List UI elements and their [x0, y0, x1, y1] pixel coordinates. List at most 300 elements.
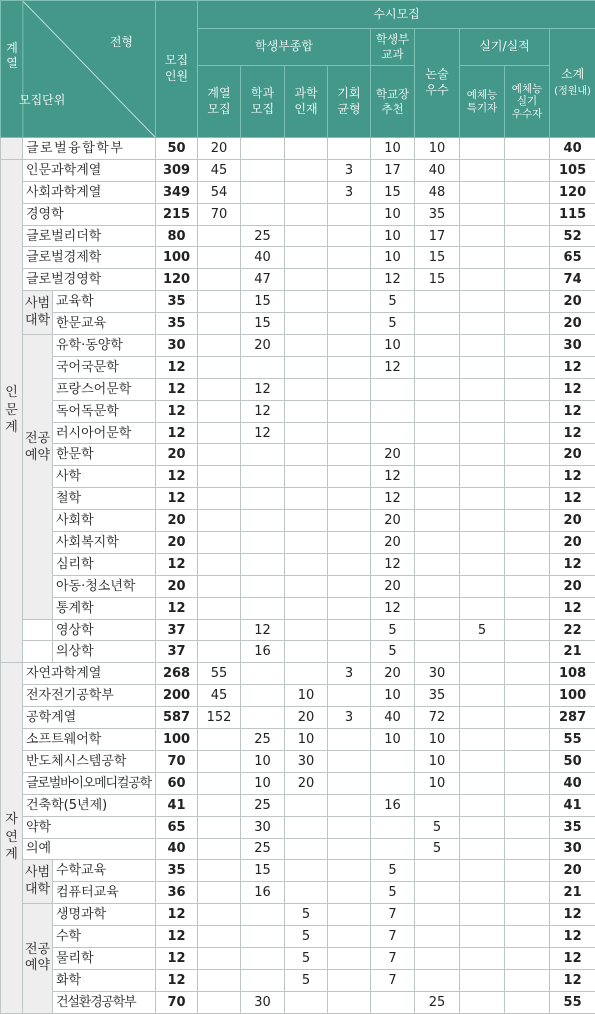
value-cell	[415, 926, 460, 948]
subtotal-cell: 287	[550, 707, 595, 729]
value-cell	[505, 641, 550, 663]
quota-cell: 20	[156, 532, 198, 554]
value-cell: 5	[285, 969, 328, 991]
value-cell: 20	[198, 138, 241, 160]
value-cell: 3	[328, 663, 371, 685]
value-cell	[371, 772, 415, 794]
value-cell: 5	[371, 313, 415, 335]
value-cell: 7	[371, 926, 415, 948]
subtotal-cell: 20	[550, 575, 595, 597]
quota-cell: 35	[156, 313, 198, 335]
value-cell: 152	[198, 707, 241, 729]
value-cell: 3	[328, 181, 371, 203]
value-cell: 20	[285, 707, 328, 729]
value-cell	[460, 444, 505, 466]
value-cell	[505, 247, 550, 269]
value-cell	[328, 750, 371, 772]
group-natural-label: 자연계	[5, 811, 19, 864]
value-cell: 72	[415, 707, 460, 729]
quota-cell: 20	[156, 510, 198, 532]
unit-name: 글로벌바이오메디컬공학	[23, 772, 156, 794]
value-cell	[198, 991, 241, 1013]
value-cell: 40	[415, 159, 460, 181]
value-cell	[460, 510, 505, 532]
unit-name: 한문학	[53, 444, 156, 466]
value-cell	[328, 510, 371, 532]
value-cell	[198, 619, 241, 641]
value-cell	[328, 356, 371, 378]
value-cell	[328, 400, 371, 422]
value-cell	[460, 772, 505, 794]
value-cell	[285, 159, 328, 181]
value-cell	[198, 882, 241, 904]
quota-cell: 12	[156, 422, 198, 444]
value-cell	[198, 313, 241, 335]
subtotal-cell: 52	[550, 225, 595, 247]
quota-cell: 40	[156, 838, 198, 860]
value-cell	[198, 247, 241, 269]
value-cell	[460, 269, 505, 291]
unit-name: 의예	[23, 838, 156, 860]
value-cell	[285, 663, 328, 685]
value-cell	[505, 904, 550, 926]
value-cell	[415, 378, 460, 400]
value-cell: 10	[241, 772, 285, 794]
value-cell	[198, 225, 241, 247]
value-cell	[415, 597, 460, 619]
value-cell	[198, 422, 241, 444]
value-cell	[415, 619, 460, 641]
table-row	[1, 597, 595, 619]
quota-cell: 309	[156, 159, 198, 181]
value-cell	[415, 313, 460, 335]
value-cell	[460, 991, 505, 1013]
unit-name: 통계학	[53, 597, 156, 619]
value-cell	[415, 444, 460, 466]
quota-cell: 50	[156, 138, 198, 160]
value-cell	[285, 882, 328, 904]
value-cell	[198, 532, 241, 554]
table-row	[1, 641, 595, 663]
table-row	[1, 619, 595, 641]
unit-name: 사학	[53, 466, 156, 488]
value-cell	[285, 816, 328, 838]
value-cell	[241, 510, 285, 532]
value-cell	[505, 203, 550, 225]
unit-name: 화학	[53, 969, 156, 991]
value-cell	[460, 291, 505, 313]
value-cell: 10	[415, 138, 460, 160]
table-row	[1, 225, 595, 247]
value-cell: 17	[415, 225, 460, 247]
value-cell	[505, 750, 550, 772]
value-cell: 5	[285, 926, 328, 948]
quota-cell: 20	[156, 575, 198, 597]
value-cell	[285, 356, 328, 378]
header-type-label: 전형	[110, 35, 133, 51]
value-cell	[460, 707, 505, 729]
value-cell	[328, 225, 371, 247]
unit-name: 건축학(5년제)	[23, 794, 156, 816]
subtotal-cell: 41	[550, 794, 595, 816]
value-cell	[328, 203, 371, 225]
table-row	[1, 969, 595, 991]
value-cell: 12	[371, 597, 415, 619]
subtotal-cell: 21	[550, 641, 595, 663]
value-cell	[198, 400, 241, 422]
value-cell: 54	[198, 181, 241, 203]
unit-name: 철학	[53, 488, 156, 510]
value-cell: 16	[241, 882, 285, 904]
value-cell	[328, 597, 371, 619]
value-cell: 25	[241, 729, 285, 751]
header-gyogwa: 학생부 교과	[371, 29, 415, 66]
value-cell: 10	[371, 138, 415, 160]
quota-cell: 349	[156, 181, 198, 203]
value-cell	[460, 641, 505, 663]
table-row	[1, 159, 595, 181]
subtotal-cell: 22	[550, 619, 595, 641]
value-cell	[328, 794, 371, 816]
table-row	[1, 663, 595, 685]
value-cell	[415, 969, 460, 991]
unit-name: 전자전기공학부	[23, 685, 156, 707]
value-cell: 5	[371, 619, 415, 641]
subtotal-cell: 40	[550, 772, 595, 794]
value-cell	[460, 860, 505, 882]
value-cell: 55	[198, 663, 241, 685]
subtotal-cell: 50	[550, 750, 595, 772]
table-row	[1, 794, 595, 816]
value-cell	[505, 466, 550, 488]
value-cell: 7	[371, 904, 415, 926]
value-cell	[285, 422, 328, 444]
value-cell	[328, 247, 371, 269]
value-cell: 15	[241, 860, 285, 882]
value-cell	[241, 663, 285, 685]
value-cell	[460, 750, 505, 772]
value-cell	[371, 422, 415, 444]
quota-cell: 80	[156, 225, 198, 247]
value-cell: 15	[415, 269, 460, 291]
value-cell	[285, 553, 328, 575]
value-cell: 12	[241, 378, 285, 400]
value-cell: 20	[241, 335, 285, 357]
table-row	[1, 772, 595, 794]
value-cell: 5	[460, 619, 505, 641]
value-cell	[198, 291, 241, 313]
table-row	[1, 947, 595, 969]
header-jonghap: 학생부종합	[198, 29, 371, 66]
value-cell	[328, 335, 371, 357]
value-cell	[505, 400, 550, 422]
value-cell: 5	[285, 947, 328, 969]
value-cell	[241, 685, 285, 707]
value-cell	[198, 641, 241, 663]
value-cell	[328, 772, 371, 794]
value-cell	[415, 794, 460, 816]
unit-name: 컴퓨터교육	[53, 882, 156, 904]
value-cell: 10	[285, 685, 328, 707]
value-cell	[198, 838, 241, 860]
value-cell: 5	[415, 816, 460, 838]
value-cell	[241, 444, 285, 466]
subtotal-cell: 74	[550, 269, 595, 291]
group-empty	[1, 138, 23, 160]
value-cell	[285, 203, 328, 225]
quota-cell: 12	[156, 904, 198, 926]
unit-name: 프랑스어문학	[53, 378, 156, 400]
subtotal-cell: 12	[550, 553, 595, 575]
value-cell: 30	[415, 663, 460, 685]
value-cell	[371, 838, 415, 860]
value-cell	[415, 553, 460, 575]
subtotal-cell: 120	[550, 181, 595, 203]
subtotal-cell: 12	[550, 488, 595, 510]
value-cell	[198, 356, 241, 378]
table-row	[1, 532, 595, 554]
table-row	[1, 313, 595, 335]
value-cell: 30	[285, 750, 328, 772]
quota-cell: 12	[156, 356, 198, 378]
quota-cell: 35	[156, 860, 198, 882]
value-cell	[241, 597, 285, 619]
value-cell	[328, 729, 371, 751]
value-cell	[198, 488, 241, 510]
value-cell	[415, 882, 460, 904]
unit-name: 글로벌경제학	[23, 247, 156, 269]
value-cell	[505, 685, 550, 707]
header-sub-teukgija: 예체능 특기자	[460, 66, 505, 138]
value-cell: 12	[371, 553, 415, 575]
subtotal-cell: 20	[550, 860, 595, 882]
unit-name: 인문과학계열	[23, 159, 156, 181]
group-humanities	[1, 159, 23, 662]
value-cell: 3	[328, 707, 371, 729]
diagonal-divider	[1, 1, 155, 137]
value-cell	[505, 378, 550, 400]
table-row	[1, 816, 595, 838]
value-cell	[505, 181, 550, 203]
value-cell	[415, 532, 460, 554]
value-cell	[328, 422, 371, 444]
subgroup-label: 전공 예약	[25, 942, 50, 974]
value-cell	[328, 313, 371, 335]
value-cell	[460, 553, 505, 575]
quota-cell: 65	[156, 816, 198, 838]
value-cell	[285, 991, 328, 1013]
value-cell: 15	[241, 313, 285, 335]
value-cell: 25	[241, 794, 285, 816]
quota-cell: 30	[156, 335, 198, 357]
value-cell	[241, 488, 285, 510]
value-cell	[505, 991, 550, 1013]
value-cell	[198, 466, 241, 488]
header-sub-gwahak: 과학 인재	[285, 66, 328, 138]
value-cell	[328, 685, 371, 707]
value-cell	[415, 947, 460, 969]
value-cell	[328, 816, 371, 838]
value-cell	[505, 772, 550, 794]
table-row	[1, 860, 595, 882]
value-cell	[198, 772, 241, 794]
value-cell: 12	[371, 356, 415, 378]
group-humanities-label: 인문계	[5, 384, 19, 437]
value-cell	[285, 444, 328, 466]
value-cell	[285, 794, 328, 816]
value-cell	[505, 159, 550, 181]
value-cell	[328, 138, 371, 160]
value-cell	[371, 816, 415, 838]
subtotal-cell: 30	[550, 838, 595, 860]
subtotal-cell: 30	[550, 335, 595, 357]
value-cell: 25	[241, 838, 285, 860]
table-row	[1, 181, 595, 203]
value-cell	[241, 466, 285, 488]
value-cell: 10	[371, 685, 415, 707]
header-sub-gyeyeol: 계열 모집	[198, 66, 241, 138]
subgroup-sabeom	[23, 860, 53, 904]
subtotal-cell: 20	[550, 444, 595, 466]
value-cell: 10	[415, 729, 460, 751]
unit-name: 유학·동양학	[53, 335, 156, 357]
value-cell	[460, 904, 505, 926]
value-cell	[198, 904, 241, 926]
unit-name: 공학계열	[23, 707, 156, 729]
unit-name: 소프트웨어학	[23, 729, 156, 751]
table-row	[1, 553, 595, 575]
table-row	[1, 335, 595, 357]
header-quota: 모집 인원	[156, 1, 198, 138]
table-row	[1, 904, 595, 926]
value-cell: 12	[241, 422, 285, 444]
value-cell	[460, 335, 505, 357]
table-row	[1, 138, 595, 160]
header-silgi: 실기/실적	[460, 29, 550, 66]
value-cell	[285, 269, 328, 291]
value-cell	[285, 619, 328, 641]
value-cell	[198, 729, 241, 751]
table-row	[1, 378, 595, 400]
value-cell	[505, 510, 550, 532]
table-row	[1, 400, 595, 422]
value-cell: 15	[415, 247, 460, 269]
value-cell	[241, 181, 285, 203]
value-cell	[505, 597, 550, 619]
value-cell: 45	[198, 159, 241, 181]
unit-name: 건설환경공학부	[53, 991, 156, 1013]
value-cell	[505, 225, 550, 247]
value-cell	[415, 575, 460, 597]
value-cell	[415, 291, 460, 313]
value-cell: 16	[241, 641, 285, 663]
value-cell	[460, 203, 505, 225]
value-cell	[285, 597, 328, 619]
value-cell	[460, 882, 505, 904]
table-row	[1, 247, 595, 269]
unit-name: 글로벌경영학	[23, 269, 156, 291]
table-row	[1, 707, 595, 729]
value-cell	[241, 356, 285, 378]
value-cell	[505, 926, 550, 948]
subtotal-cell: 21	[550, 882, 595, 904]
value-cell: 20	[371, 532, 415, 554]
value-cell	[285, 532, 328, 554]
indent-spacer	[23, 641, 53, 663]
subtotal-cell: 12	[550, 926, 595, 948]
quota-cell: 12	[156, 553, 198, 575]
value-cell	[241, 203, 285, 225]
unit-name: 국어국문학	[53, 356, 156, 378]
header-unit-label: 모집단위	[19, 93, 65, 109]
value-cell	[328, 378, 371, 400]
header-corner-cell	[1, 1, 156, 138]
value-cell: 20	[285, 772, 328, 794]
value-cell: 5	[371, 860, 415, 882]
subtotal-cell: 20	[550, 532, 595, 554]
value-cell	[328, 269, 371, 291]
value-cell	[460, 138, 505, 160]
value-cell	[460, 663, 505, 685]
header-sub-hakgwa: 학과 모집	[241, 66, 285, 138]
value-cell	[415, 356, 460, 378]
unit-name: 반도체시스템공학	[23, 750, 156, 772]
value-cell: 20	[371, 510, 415, 532]
value-cell: 35	[415, 685, 460, 707]
value-cell	[505, 816, 550, 838]
quota-cell: 12	[156, 947, 198, 969]
value-cell	[460, 947, 505, 969]
value-cell	[505, 969, 550, 991]
value-cell: 47	[241, 269, 285, 291]
value-cell	[505, 138, 550, 160]
header-total: 소계 (정원내)	[550, 29, 595, 138]
quota-cell: 20	[156, 444, 198, 466]
unit-name: 자연과학계열	[23, 663, 156, 685]
value-cell	[198, 816, 241, 838]
value-cell	[371, 378, 415, 400]
value-cell: 10	[371, 247, 415, 269]
value-cell	[460, 225, 505, 247]
quota-cell: 60	[156, 772, 198, 794]
value-cell	[505, 707, 550, 729]
value-cell: 5	[371, 641, 415, 663]
table-row	[1, 422, 595, 444]
subtotal-cell: 12	[550, 400, 595, 422]
value-cell	[505, 269, 550, 291]
subtotal-cell: 12	[550, 597, 595, 619]
value-cell: 40	[241, 247, 285, 269]
value-cell	[505, 313, 550, 335]
value-cell: 5	[371, 291, 415, 313]
value-cell: 16	[371, 794, 415, 816]
subtotal-cell: 105	[550, 159, 595, 181]
table-row	[1, 269, 595, 291]
value-cell: 20	[371, 663, 415, 685]
value-cell	[328, 969, 371, 991]
value-cell	[328, 641, 371, 663]
quota-cell: 35	[156, 291, 198, 313]
value-cell	[460, 356, 505, 378]
quota-cell: 70	[156, 750, 198, 772]
value-cell	[505, 488, 550, 510]
subgroup-sabeom	[23, 291, 53, 335]
value-cell: 7	[371, 947, 415, 969]
unit-name: 교육학	[53, 291, 156, 313]
quota-cell: 120	[156, 269, 198, 291]
header-sub-hakgyojang: 학교장 추천	[371, 66, 415, 138]
table-row	[1, 291, 595, 313]
